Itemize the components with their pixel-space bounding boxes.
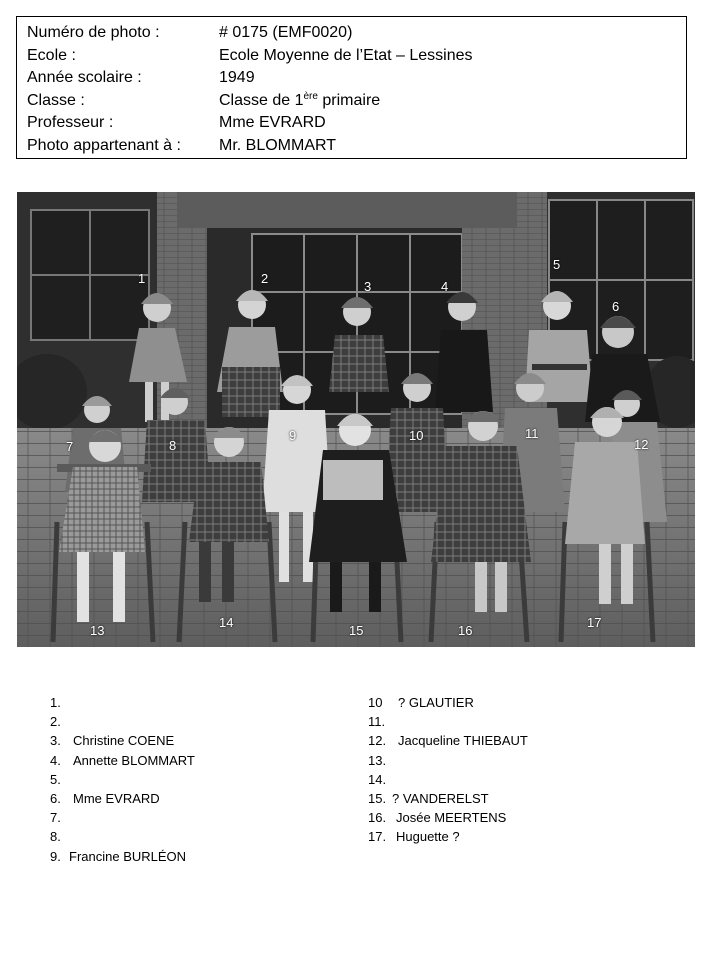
list-number: 11. [368, 714, 386, 730]
list-name: Mme EVRARD [73, 790, 160, 806]
info-label: Professeur : [27, 114, 114, 131]
class-suffix: primaire [317, 92, 381, 109]
list-number: 10 [368, 695, 383, 710]
list-item [50, 770, 195, 789]
list-name: Jacqueline THIEBAUT [398, 733, 528, 749]
photo-info-box [16, 16, 687, 159]
photo-label: 10 [409, 428, 424, 443]
list-item [50, 751, 195, 770]
photo-label: 1 [138, 271, 146, 286]
names-list-right [368, 693, 528, 847]
list-number: 13. [368, 752, 387, 768]
list-number: 12. [368, 733, 387, 749]
list-item [368, 731, 528, 750]
list-name: Francine BURLÉON [69, 848, 187, 864]
photo-label: 16 [458, 623, 473, 638]
list-item [50, 693, 195, 712]
list-name: ? VANDERELST [392, 790, 489, 806]
list-number: 2. [50, 714, 61, 730]
photo-label: 9 [289, 428, 297, 443]
list-name: Huguette ? [396, 829, 460, 845]
info-value [219, 90, 380, 112]
names-list-left [50, 693, 195, 866]
info-value: 1949 [219, 69, 255, 86]
photo-label: 14 [219, 615, 234, 630]
list-item [368, 827, 528, 846]
info-label: Année scolaire : [27, 69, 142, 86]
list-number: 9. [50, 848, 61, 864]
list-item [368, 808, 528, 827]
class-superscript: ère [303, 91, 318, 102]
list-number: 8. [50, 829, 61, 845]
class-photo [17, 192, 695, 647]
list-item [50, 827, 195, 846]
info-value: Mr. BLOMMART [219, 137, 337, 154]
list-item [50, 731, 195, 750]
class-photo-illustration [17, 192, 695, 647]
list-number: 16. [368, 810, 387, 826]
list-number: 1. [50, 695, 61, 710]
list-number: 15. [368, 790, 387, 806]
list-item [50, 808, 195, 827]
list-number: 7. [50, 810, 61, 826]
info-label: Classe : [27, 92, 85, 109]
photo-label: 15 [349, 623, 364, 638]
photo-label: 17 [587, 615, 602, 630]
photo-label: 5 [553, 257, 561, 272]
list-item [50, 712, 195, 731]
list-number: 5. [50, 771, 61, 787]
info-value: # 0175 (EMF0020) [219, 24, 353, 41]
list-item [50, 789, 195, 808]
photo-label: 6 [612, 299, 620, 314]
info-label: Photo appartenant à : [27, 137, 181, 154]
list-item [368, 789, 528, 808]
list-item [50, 847, 195, 866]
info-label: Numéro de photo : [27, 24, 160, 41]
class-prefix: Classe de 1 [219, 92, 304, 109]
list-number: 6. [50, 790, 61, 806]
photo-label: 13 [90, 623, 105, 638]
list-item [368, 751, 528, 770]
list-number: 17. [368, 829, 387, 845]
info-value: Mme EVRARD [219, 114, 326, 131]
list-item [368, 770, 528, 789]
list-name: Annette BLOMMART [73, 752, 195, 768]
photo-label: 12 [634, 437, 649, 452]
photo-label: 11 [525, 426, 539, 441]
photo-label: 2 [261, 271, 269, 286]
list-item [368, 693, 528, 712]
photo-label: 3 [364, 279, 372, 294]
photo-label: 8 [169, 438, 177, 453]
info-value: Ecole Moyenne de l’Etat – Lessines [219, 47, 473, 64]
list-number: 14. [368, 771, 387, 787]
list-name: Christine COENE [73, 733, 175, 749]
photo-label: 7 [66, 439, 74, 454]
list-number: 4. [50, 752, 61, 768]
list-item [368, 712, 528, 731]
list-name: ? GLAUTIER [398, 695, 474, 710]
list-number: 3. [50, 733, 61, 749]
photo-label: 4 [441, 279, 449, 294]
info-label: Ecole : [27, 47, 76, 64]
list-name: Josée MEERTENS [396, 810, 507, 826]
